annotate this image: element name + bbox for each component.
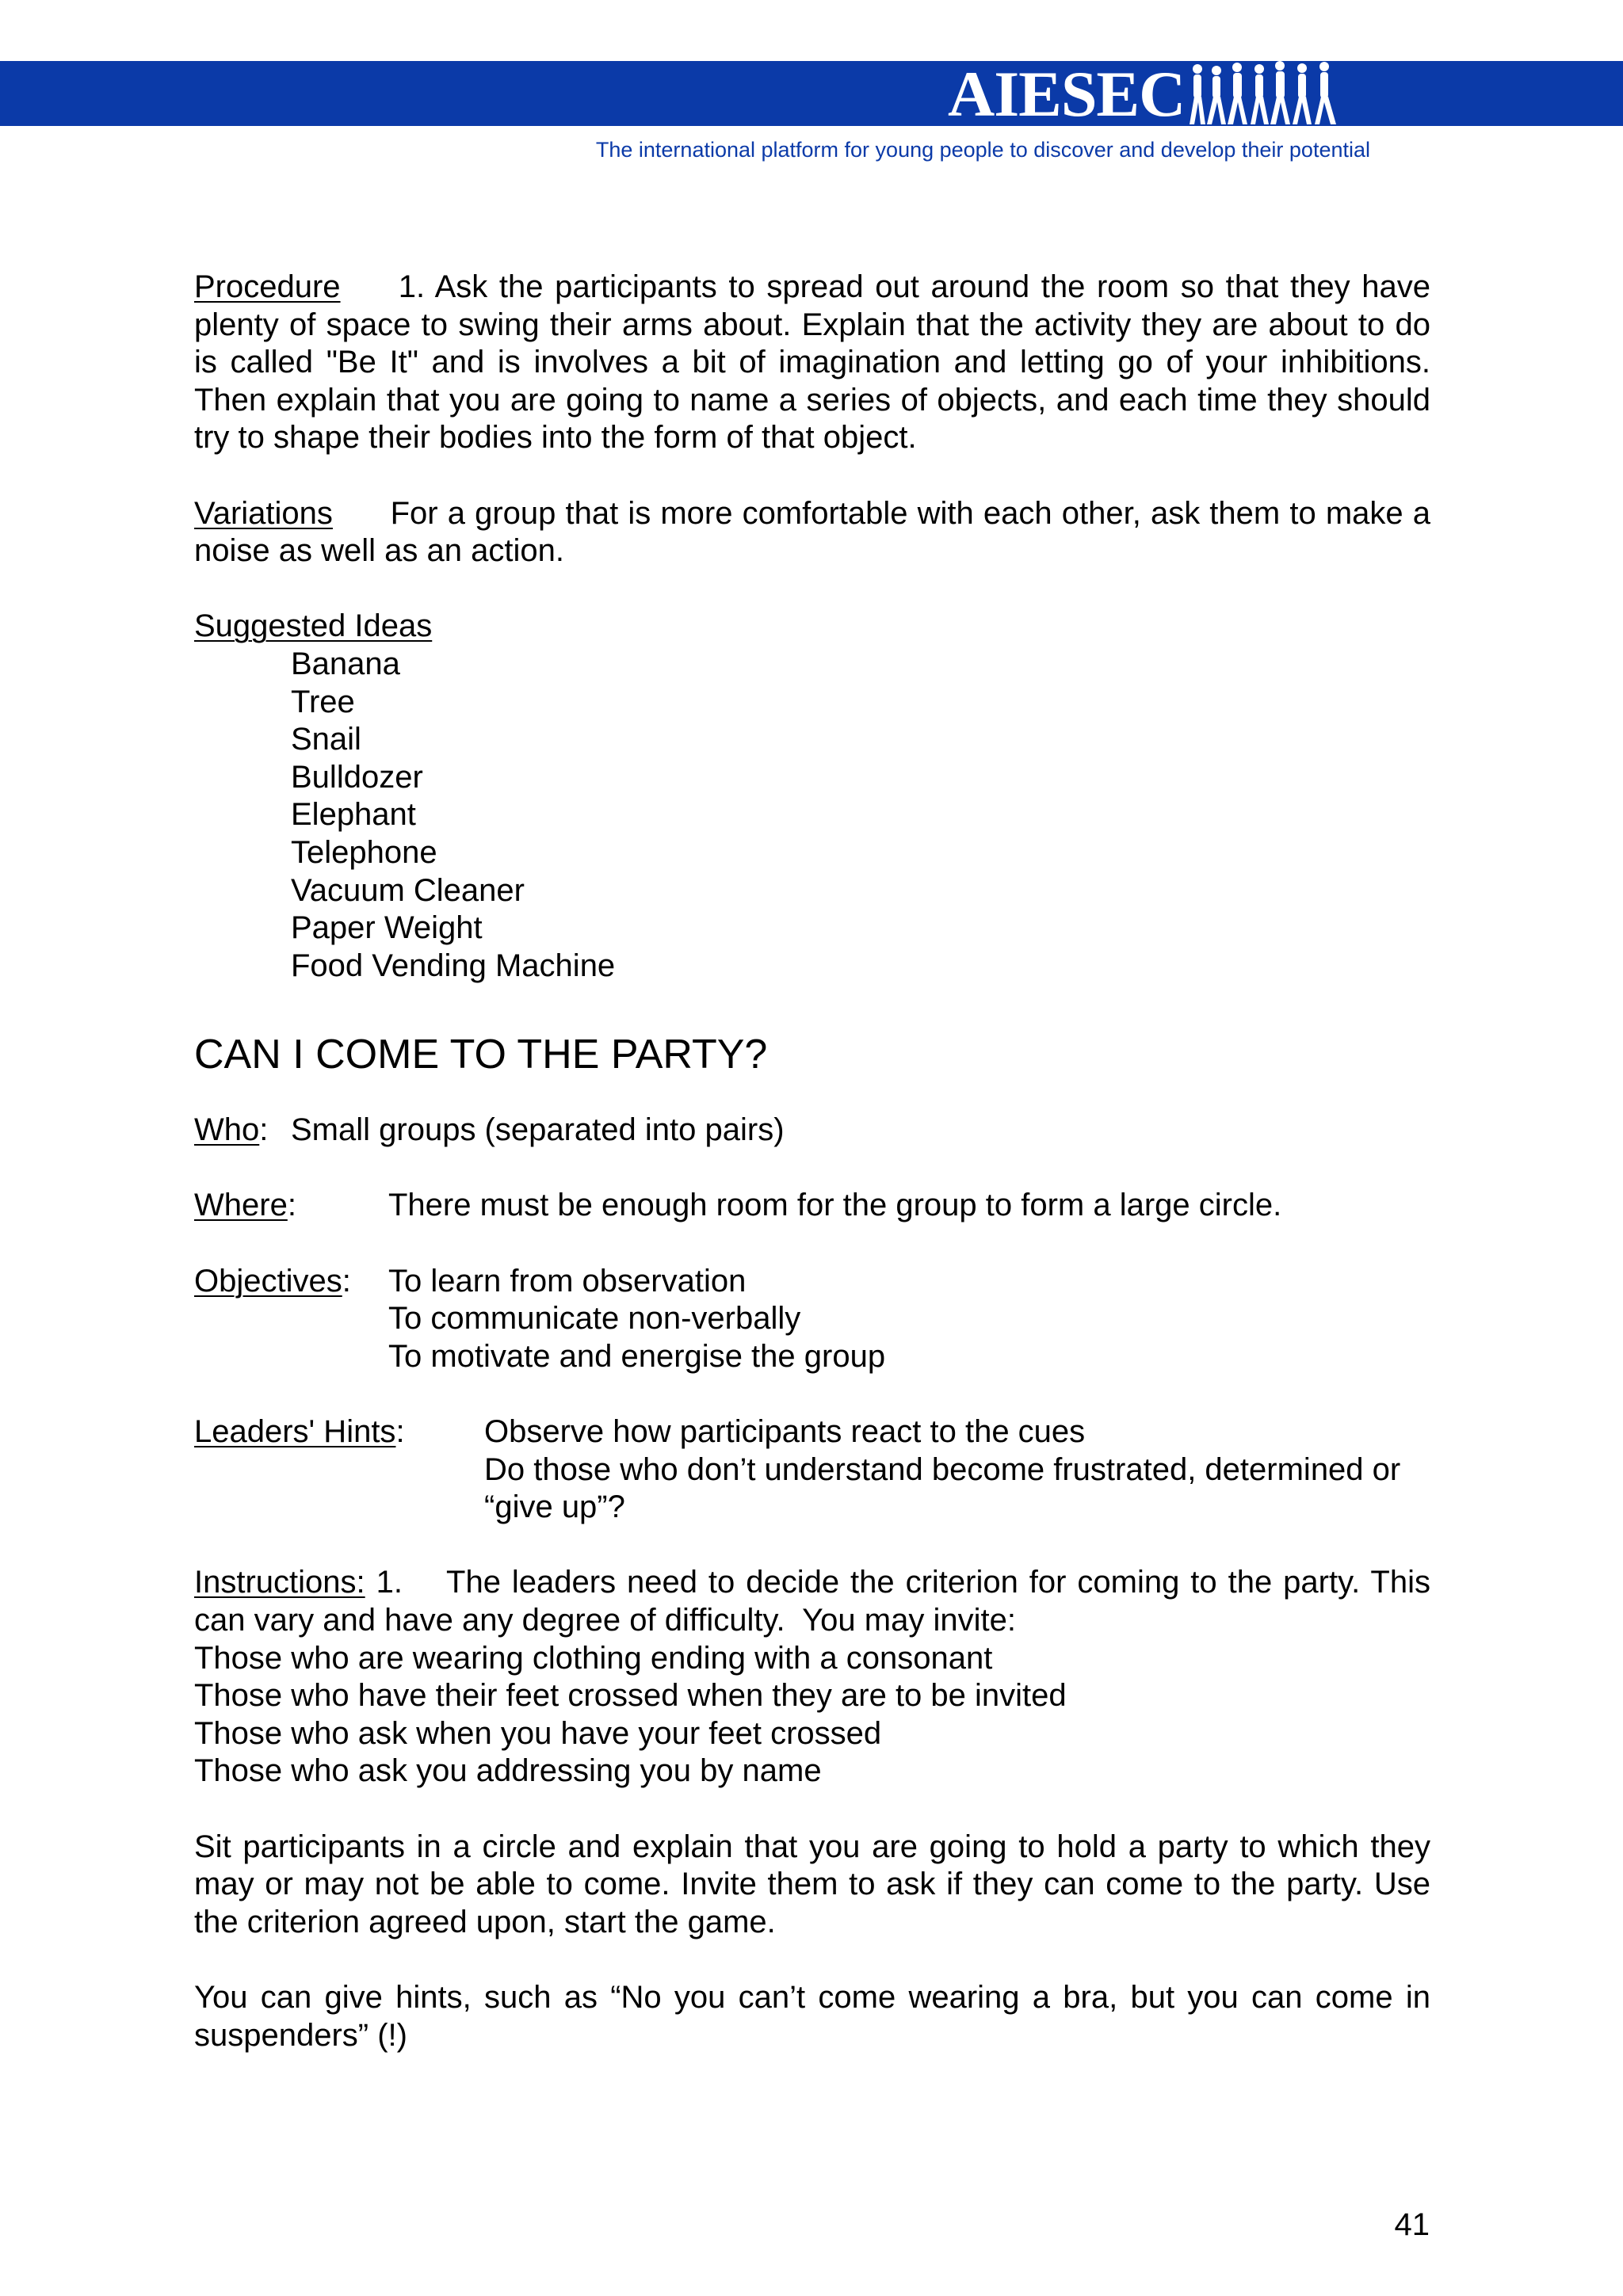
objectives-row: Objectives: To learn from observation To communicate non-verbally To motivate and energise the group: [194, 1263, 1430, 1376]
who-label: Who: [194, 1112, 260, 1148]
variations-paragraph: [194, 495, 1430, 570]
leaders-hints-label: Leaders' Hints: [194, 1414, 396, 1450]
procedure-text: 1. Ask the participants to spread out around the room so that they have plenty of space to swing their arms about. Explain that the activity they are about to do is called "Be It" and is involves a bit of imagination and letting go of your inhibitions. Then explain that you are going to name a series of objects, and each time they should try to shape their bodies into the form of that object.: [194, 269, 1430, 456]
page-number: 41: [1394, 2207, 1430, 2242]
variations-text: For a group that is more comfortable with each other, ask them to make a noise as well as an action.: [194, 495, 1430, 569]
who-text: Small groups (separated into pairs): [291, 1112, 785, 1148]
list-item: Bulldozer: [291, 759, 423, 795]
list-item: Those who ask when you have your feet crossed: [194, 1715, 882, 1751]
list-item: Those who are wearing clothing ending with a consonant: [194, 1640, 993, 1676]
aiesec-logo: [948, 59, 1338, 130]
instructions-paragraph-3: You can give hints, such as “No you can’t come wearing a bra, but you can come in suspenders” (!): [194, 1979, 1430, 2053]
suggested-ideas-heading: [194, 608, 1430, 646]
list-item: Those who have their feet crossed when they are to be invited: [194, 1678, 1067, 1714]
who-row: Who: Small groups (separated into pairs): [194, 1112, 1430, 1150]
where-text: There must be enough room for the group to form a large circle.: [388, 1188, 1282, 1223]
list-item: Elephant: [291, 797, 416, 833]
variations-label: Variations: [194, 495, 333, 531]
list-item: Those who ask you addressing you by name: [194, 1753, 822, 1789]
instructions-paragraph-2: Sit participants in a circle and explain that you are going to hold a party to which they may or may not be able to come. Invite them to ask if they can come to the party. Use the criterion agreed upon, start the game.: [194, 1829, 1430, 1939]
suggested-ideas-label: Suggested Ideas: [194, 608, 433, 644]
leaders-hints-list: [484, 1413, 1430, 1527]
list-item: To motivate and energise the group: [388, 1338, 886, 1374]
list-item: Paper Weight: [291, 910, 483, 946]
list-item: To communicate non-verbally: [388, 1301, 801, 1337]
list-item: Snail: [291, 722, 361, 757]
list-item: Tree: [291, 684, 355, 719]
instructions-intro: 1. The leaders need to decide the criterion for coming to the party. This can vary and have any degree of difficulty. You may invite:: [194, 1565, 1466, 1638]
objectives-list: [388, 1263, 885, 1376]
procedure-paragraph: [194, 269, 1430, 457]
list-item: Vacuum Cleaner: [291, 872, 525, 908]
page-content: [194, 269, 1466, 2054]
instructions-label: Instructions:: [194, 1565, 365, 1600]
procedure-label: Procedure: [194, 269, 341, 304]
tagline: The international platform for young people to discover and develop their potential: [595, 138, 1370, 162]
where-label: Where: [194, 1188, 288, 1223]
list-item: To learn from observation: [388, 1263, 747, 1299]
instructions-paragraph: [194, 1564, 1466, 1639]
invite-criteria-list: [194, 1640, 1430, 1791]
suggested-ideas-list: [194, 646, 1430, 985]
objectives-label: Objectives: [194, 1263, 342, 1299]
section-title: CAN I COME TO THE PARTY?: [194, 1032, 768, 1078]
leaders-hints-row: Leaders' Hints: Observe how participants react to the cues Do those who don’t understand become frustrated, determined or “give up”?: [194, 1413, 1430, 1527]
list-item: Banana: [291, 646, 400, 681]
logo-text: AIESEC: [948, 58, 1186, 130]
where-row: Where: There must be enough room for the group to form a large circle.: [194, 1187, 1430, 1225]
header-bar: [0, 58, 1623, 130]
list-item: Observe how participants react to the cues: [484, 1414, 1086, 1450]
list-item: Food Vending Machine: [291, 948, 616, 983]
list-item: Do those who don’t understand become frustrated, determined or “give up”?: [484, 1451, 1401, 1525]
list-item: Telephone: [291, 834, 437, 870]
walking-figures-icon: [1188, 61, 1338, 128]
